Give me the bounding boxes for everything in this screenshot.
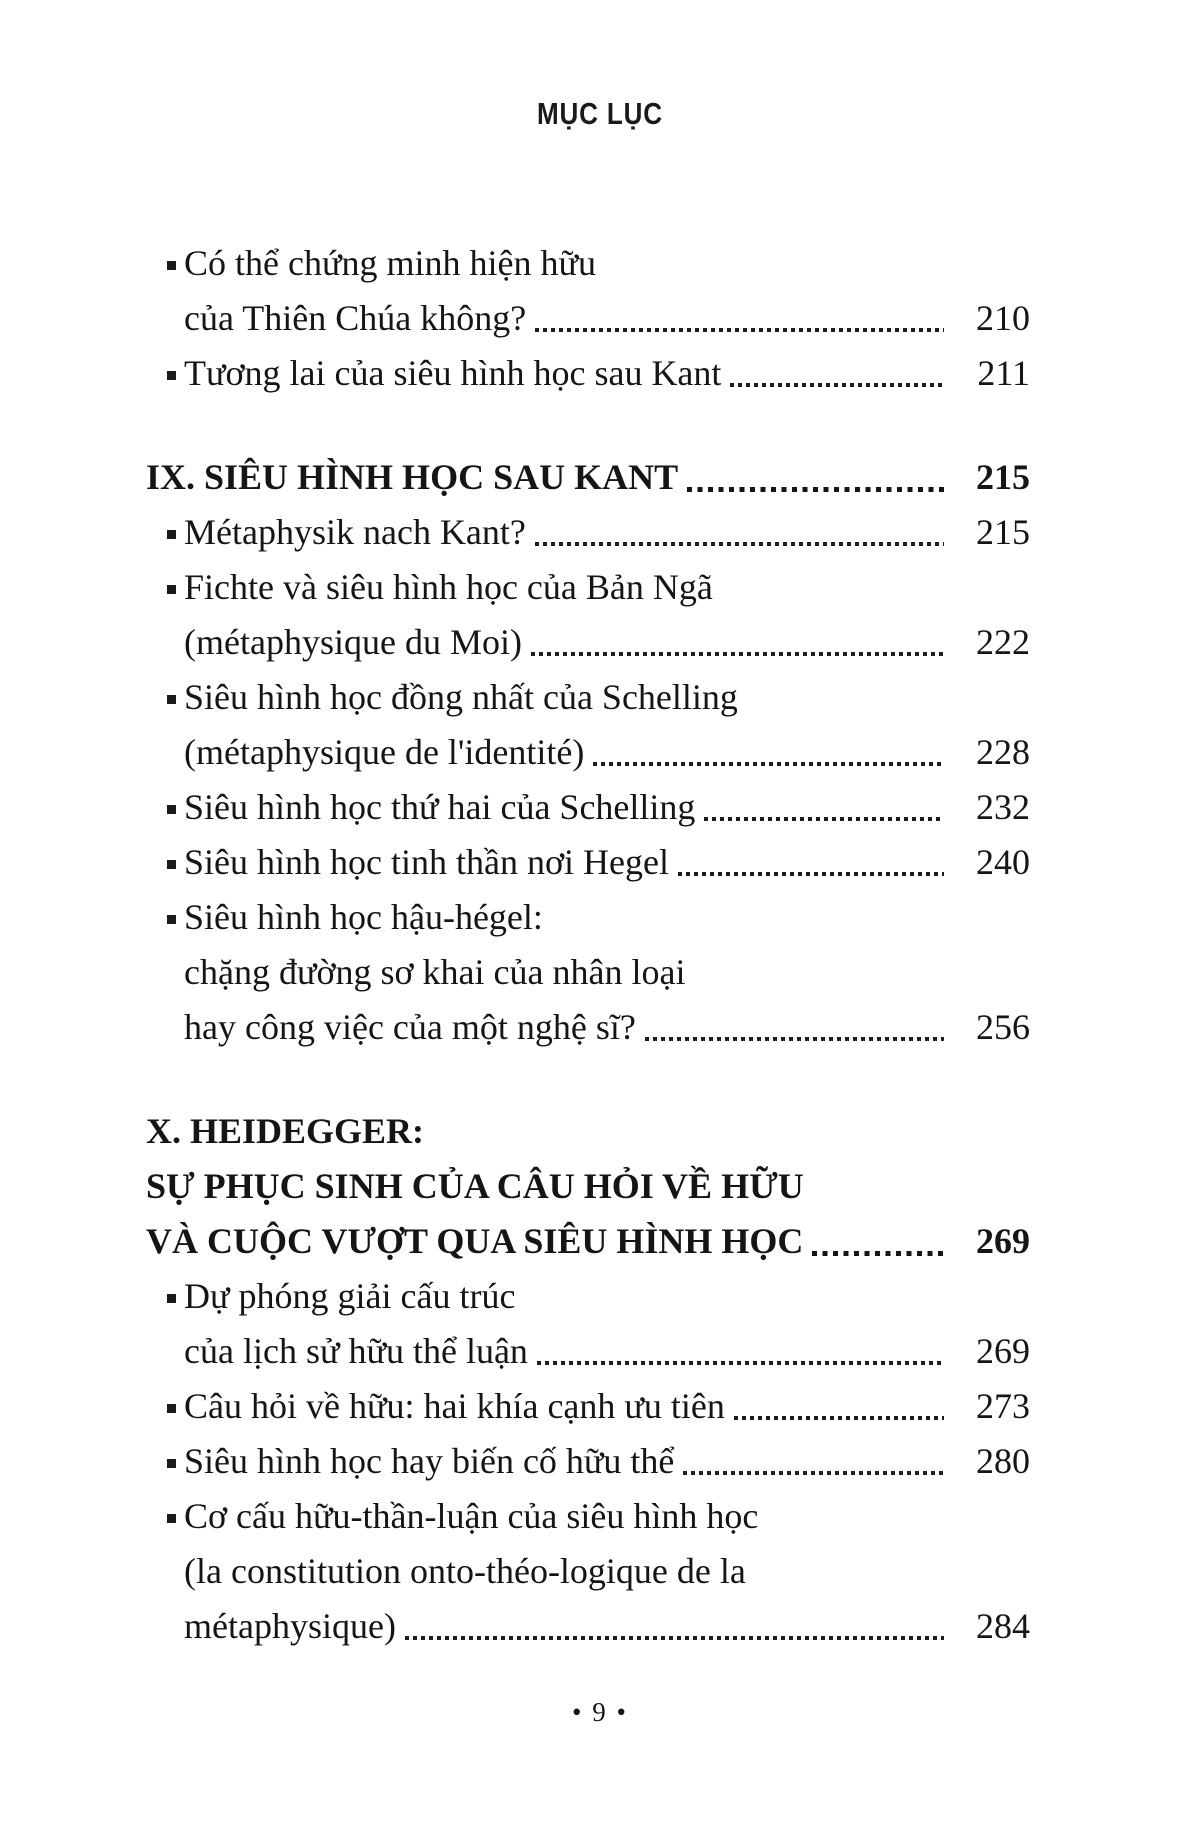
toc-item-text: Cơ cấu hữu-thần-luận của siêu hình học <box>184 1496 759 1536</box>
toc-item-line <box>146 1434 1030 1489</box>
dot-leader <box>593 762 944 766</box>
toc-item-line <box>146 236 1030 291</box>
toc-section <box>146 450 1030 1055</box>
toc-chapter-text: SỰ PHỤC SINH CỦA CÂU HỎI VỀ HỮU <box>146 1166 804 1206</box>
toc-item-line <box>146 615 1030 670</box>
page-title: MỤC LỤC <box>537 96 663 131</box>
dot-leader <box>531 652 944 656</box>
toc-chapter-text: VÀ CUỘC VƯỢT QUA SIÊU HÌNH HỌC <box>146 1221 804 1261</box>
toc-item-line <box>146 670 1030 725</box>
toc-item-line <box>146 1000 1030 1055</box>
bullet-icon <box>167 915 176 924</box>
toc-page-number: 222 <box>976 622 1030 662</box>
bullet-icon <box>167 1514 176 1523</box>
toc-item-text: Siêu hình học tinh thần nơi Hegel <box>184 842 669 882</box>
toc-item-text: Siêu hình học thứ hai của Schelling <box>184 787 696 827</box>
bullet-icon <box>167 1404 176 1413</box>
toc-item-line <box>146 780 1030 835</box>
toc-item-text: (la constitution onto-théo-logique de la <box>184 1551 746 1591</box>
bullet-icon <box>167 530 176 539</box>
toc-item <box>146 835 1030 890</box>
toc-item <box>146 505 1030 560</box>
toc-chapter-line <box>146 1104 1030 1159</box>
dot-leader <box>645 1037 944 1041</box>
dot-leader <box>812 1251 944 1256</box>
toc-item-text: Có thể chứng minh hiện hữu <box>184 243 596 283</box>
toc-item <box>146 890 1030 1055</box>
toc-page-number: 273 <box>976 1386 1030 1426</box>
toc-item-text: chặng đường sơ khai của nhân loại <box>184 952 686 992</box>
toc-chapter-text: IX. SIÊU HÌNH HỌC SAU KANT <box>146 457 679 497</box>
dot-leader <box>535 328 944 332</box>
toc-page-number: 269 <box>976 1331 1030 1371</box>
toc-item-text: Fichte và siêu hình học của Bản Ngã <box>184 567 713 607</box>
toc-item-text: (métaphysique du Moi) <box>184 622 522 662</box>
dot-leader <box>405 1636 944 1640</box>
toc-chapter-line <box>146 450 1030 505</box>
toc-list <box>146 236 1030 1654</box>
toc-item-line <box>146 1269 1030 1324</box>
toc-item-text: Dự phóng giải cấu trúc <box>184 1276 516 1316</box>
toc-item-text: của Thiên Chúa không? <box>184 298 527 338</box>
toc-item-line <box>146 291 1030 346</box>
toc-page-number: 211 <box>977 353 1030 393</box>
toc-page-number: 210 <box>976 298 1030 338</box>
page-footer: • 9 • <box>572 1697 628 1727</box>
toc-item-text: métaphysique) <box>184 1606 396 1646</box>
toc-page-number: 215 <box>976 512 1030 552</box>
toc-chapter-line <box>146 1214 1030 1269</box>
toc-item <box>146 346 1030 401</box>
toc-page-number: 256 <box>976 1007 1030 1047</box>
toc-item-line <box>146 1379 1030 1434</box>
bullet-icon <box>167 805 176 814</box>
toc-item-line <box>146 346 1030 401</box>
toc-page-number: 232 <box>976 787 1030 827</box>
toc-item-line <box>146 835 1030 890</box>
toc-page-number: 280 <box>976 1441 1030 1481</box>
page-header <box>0 96 1200 132</box>
toc-item-text: Câu hỏi về hữu: hai khía cạnh ưu tiên <box>184 1386 725 1426</box>
toc-item-line <box>146 1324 1030 1379</box>
toc-page-number: 240 <box>976 842 1030 882</box>
dot-leader <box>734 1416 944 1420</box>
bullet-icon <box>167 695 176 704</box>
toc-item-text: Siêu hình học đồng nhất của Schelling <box>184 677 738 717</box>
toc-chapter <box>146 450 1030 505</box>
toc-chapter-text: X. HEIDEGGER: <box>146 1111 425 1151</box>
dot-leader <box>678 872 944 876</box>
toc-item <box>146 1269 1030 1379</box>
toc-chapter <box>146 1104 1030 1269</box>
toc-item-line <box>146 1489 1030 1544</box>
toc-item-line <box>146 945 1030 1000</box>
toc-page-number: 215 <box>976 457 1030 497</box>
bullet-icon <box>167 1294 176 1303</box>
dot-leader <box>687 487 944 492</box>
toc-item-line <box>146 890 1030 945</box>
toc-item <box>146 1489 1030 1654</box>
dot-leader <box>537 1361 944 1365</box>
toc-chapter-line <box>146 1159 1030 1214</box>
toc-item-text: của lịch sử hữu thể luận <box>184 1331 528 1371</box>
bullet-icon <box>167 585 176 594</box>
toc-item <box>146 670 1030 780</box>
toc-item-line <box>146 1599 1030 1654</box>
toc-item-line <box>146 1544 1030 1599</box>
bullet-icon <box>167 1459 176 1468</box>
toc-page-number: 284 <box>976 1606 1030 1646</box>
dot-leader <box>535 542 944 546</box>
toc-item-line <box>146 505 1030 560</box>
toc-section <box>146 1104 1030 1654</box>
toc-page-number: 228 <box>976 732 1030 772</box>
toc-item <box>146 1379 1030 1434</box>
toc-item <box>146 560 1030 670</box>
toc-item <box>146 1434 1030 1489</box>
toc-item-text: hay công việc của một nghệ sĩ? <box>184 1007 636 1047</box>
toc-item-text: Métaphysik nach Kant? <box>184 512 526 552</box>
bullet-icon <box>167 371 176 380</box>
toc-item-text: (métaphysique de l'identité) <box>184 732 585 772</box>
toc-item-line <box>146 725 1030 780</box>
dot-leader <box>730 383 944 387</box>
toc-section <box>146 236 1030 401</box>
toc-item <box>146 780 1030 835</box>
dot-leader <box>704 817 944 821</box>
toc-item-line <box>146 560 1030 615</box>
bullet-icon <box>167 860 176 869</box>
toc-page-number: 269 <box>976 1221 1030 1261</box>
bullet-icon <box>167 261 176 270</box>
toc-item-text: Siêu hình học hậu-hégel: <box>184 897 543 937</box>
toc-item-text: Siêu hình học hay biến cố hữu thể <box>184 1441 675 1481</box>
toc-item-text: Tương lai của siêu hình học sau Kant <box>184 353 722 393</box>
dot-leader <box>683 1471 944 1475</box>
toc-item <box>146 236 1030 346</box>
